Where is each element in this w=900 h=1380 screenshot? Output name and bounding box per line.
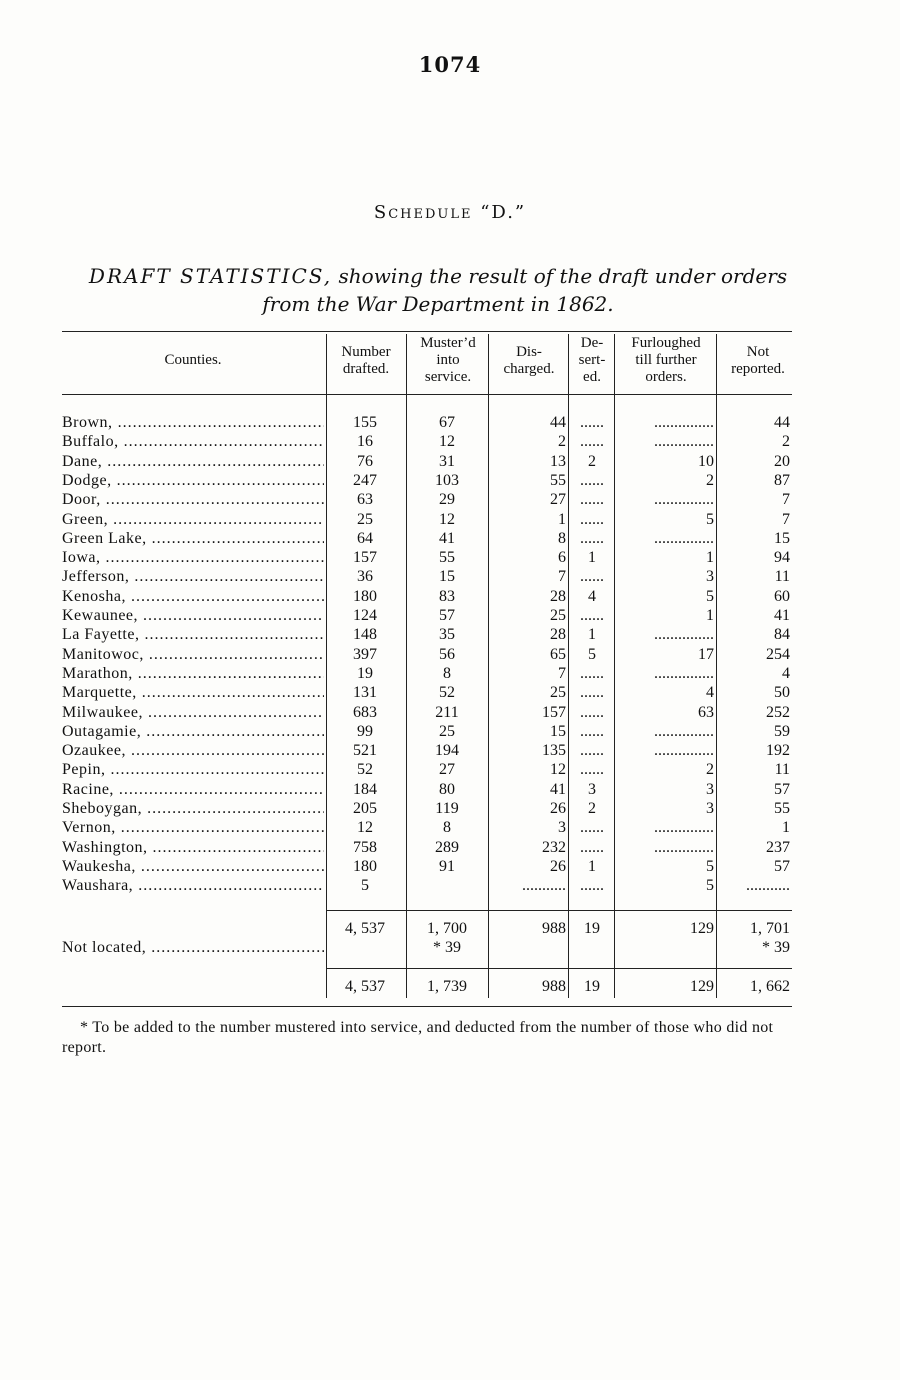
cell-not-reported: 57 <box>774 857 790 875</box>
cell-discharged: 2 <box>558 433 566 451</box>
table-row <box>62 838 792 857</box>
cell-furloughed: 5 <box>706 857 714 875</box>
cell-deserted: 5 <box>588 645 596 663</box>
cell-drafted: 63 <box>357 491 373 509</box>
table-row <box>62 703 792 722</box>
header-furloughed-line1: Furloughed <box>631 335 701 351</box>
table-row <box>62 490 792 509</box>
cell-not-reported: 254 <box>766 645 790 663</box>
table-row <box>62 567 792 586</box>
cell-discharged: 65 <box>550 645 566 663</box>
county-name: Iowa, ..... <box>62 548 324 567</box>
total-rule <box>326 968 792 969</box>
cell-mustered: 67 <box>439 414 455 431</box>
county-name: Milwaukee, ..... <box>62 703 324 722</box>
cell-discharged: 1 <box>558 510 566 528</box>
cell-not-reported: 1 <box>782 819 790 837</box>
table-row <box>62 876 792 895</box>
cell-discharged: 25 <box>550 684 566 702</box>
title-rest: showing the result of the draft under orders from the War Department in 1862. <box>262 264 788 316</box>
cell-mustered: 12 <box>439 433 455 451</box>
cell-mustered: 29 <box>439 491 455 509</box>
cell-mustered: 27 <box>439 761 455 779</box>
cell-drafted: 758 <box>353 838 377 856</box>
header-discharged-line2: charged. <box>503 361 555 377</box>
table-row <box>62 799 792 818</box>
cell-mustered: 194 <box>435 742 459 760</box>
cell-not-reported: 44 <box>774 414 790 431</box>
table-row <box>62 645 792 664</box>
cell-mustered: 57 <box>439 607 455 624</box>
cell-furloughed: ............... <box>654 529 714 547</box>
title-caps: DRAFT STATISTICS, <box>88 264 333 288</box>
county-name: Door, ..... <box>62 490 324 509</box>
cell-deserted: ...... <box>580 607 604 624</box>
cell-mustered: 83 <box>439 587 455 605</box>
cell-drafted: 64 <box>357 529 373 547</box>
cell-discharged: 15 <box>550 722 566 740</box>
cell-mustered: 35 <box>439 626 455 644</box>
cell-furloughed: 2 <box>706 761 714 779</box>
cell-drafted: 16 <box>357 433 373 451</box>
cell-drafted: 157 <box>353 549 377 567</box>
cell-deserted: 2 <box>588 452 596 470</box>
cell-furloughed: 3 <box>706 780 714 798</box>
cell-furloughed: ............... <box>654 433 714 451</box>
cell-drafted: 521 <box>353 742 377 760</box>
table-row <box>62 625 792 644</box>
cell-drafted: 148 <box>353 626 377 644</box>
header-drafted-line2: drafted. <box>342 361 390 377</box>
county-name: Marquette, ..... <box>62 683 324 702</box>
cell-furloughed: 17 <box>698 645 714 663</box>
header-furloughed <box>616 335 716 386</box>
cell-furloughed: ............... <box>654 491 714 509</box>
county-name: Buffalo, ..... <box>62 432 324 451</box>
cell-not-reported: 55 <box>774 800 790 817</box>
county-name: Pepin, ..... <box>62 760 324 779</box>
cell-mustered: 12 <box>439 510 455 528</box>
cell-deserted: ...... <box>580 664 604 682</box>
table-row <box>62 683 792 702</box>
cell-discharged: 6 <box>558 549 566 567</box>
cell-mustered: 80 <box>439 780 455 798</box>
cell-mustered: 289 <box>435 838 459 856</box>
header-deserted-line2: sert- <box>578 352 606 368</box>
cell-discharged: 157 <box>542 703 566 721</box>
cell-drafted: 180 <box>353 857 377 875</box>
county-name: Waukesha, ..... <box>62 857 324 876</box>
cell-not-reported: 94 <box>774 549 790 567</box>
cell-not-reported: 84 <box>774 626 790 644</box>
subtotal-rule <box>326 910 792 911</box>
table-top-rule <box>62 331 792 332</box>
document-title <box>62 262 814 318</box>
cell-drafted: 184 <box>353 780 377 798</box>
header-mustered-line3: service. <box>424 369 472 385</box>
table-row <box>62 432 792 451</box>
cell-mustered: 41 <box>439 529 455 547</box>
header-counties-label: Counties. <box>164 352 222 368</box>
cell-deserted: 2 <box>588 800 596 817</box>
table-row <box>62 760 792 779</box>
cell-furloughed: 1 <box>706 607 714 624</box>
table-row <box>62 471 792 490</box>
subtotal-drafted: 4, 537 <box>345 920 385 937</box>
cell-not-reported: 7 <box>782 510 790 528</box>
cell-discharged: 3 <box>558 819 566 837</box>
county-name: Ozaukee, ..... <box>62 741 324 760</box>
cell-not-reported: 237 <box>766 838 790 856</box>
cell-mustered: 52 <box>439 684 455 702</box>
header-deserted-line3: ed. <box>583 369 601 385</box>
not-located-label: Not located, ..... <box>62 938 324 957</box>
county-name: Sheboygan, ..... <box>62 799 324 818</box>
county-name: Waushara, ..... <box>62 876 324 895</box>
table-row <box>62 722 792 741</box>
cell-deserted: 1 <box>588 626 596 644</box>
cell-mustered: 91 <box>439 857 455 875</box>
total-mustered: 1, 739 <box>427 978 467 995</box>
header-bottom-rule <box>62 394 792 395</box>
cell-discharged: 7 <box>558 568 566 586</box>
not-located-mustered: * 39 <box>433 939 461 956</box>
header-mustered-line2: into <box>436 352 460 368</box>
cell-furloughed: ............... <box>654 626 714 644</box>
footnote: * To be added to the number mustered into service, and deducted from the number of those who did not report. <box>62 1019 774 1056</box>
cell-deserted: ...... <box>580 684 604 702</box>
cell-drafted: 52 <box>357 761 373 779</box>
cell-discharged: 13 <box>550 452 566 470</box>
header-discharged-line1: Dis- <box>516 344 542 360</box>
table-bottom-rule <box>62 1006 792 1007</box>
cell-not-reported: 252 <box>766 703 790 721</box>
header-furloughed-line2: till further <box>635 352 697 368</box>
header-deserted <box>570 335 614 386</box>
table-row <box>62 664 792 683</box>
cell-drafted: 180 <box>353 587 377 605</box>
county-name: Brown, ..... <box>62 413 324 432</box>
cell-mustered: 55 <box>439 549 455 567</box>
cell-not-reported: 59 <box>774 722 790 740</box>
cell-furloughed: 5 <box>706 510 714 528</box>
county-name: Green Lake, ..... <box>62 529 324 548</box>
cell-not-reported: ........... <box>746 877 790 895</box>
cell-deserted: ...... <box>580 877 604 895</box>
cell-deserted: ...... <box>580 819 604 837</box>
cell-furloughed: 1 <box>706 549 714 567</box>
cell-deserted: ...... <box>580 742 604 760</box>
cell-not-reported: 87 <box>774 471 790 489</box>
cell-deserted: 1 <box>588 857 596 875</box>
table-row <box>62 529 792 548</box>
header-mustered <box>408 335 488 386</box>
subtotal-discharged: 988 <box>542 920 566 937</box>
header-not-reported-line2: reported. <box>731 361 785 377</box>
cell-discharged: 12 <box>550 761 566 779</box>
cell-discharged: 44 <box>550 414 566 431</box>
table-row <box>62 857 792 876</box>
cell-deserted: 3 <box>588 780 596 798</box>
cell-drafted: 5 <box>361 877 369 895</box>
cell-furloughed: ............... <box>654 722 714 740</box>
cell-deserted: ...... <box>580 510 604 528</box>
cell-discharged: 135 <box>542 742 566 760</box>
cell-not-reported: 11 <box>774 568 790 586</box>
cell-furloughed: 5 <box>706 587 714 605</box>
cell-not-reported: 60 <box>774 587 790 605</box>
total-discharged: 988 <box>542 978 566 995</box>
cell-not-reported: 15 <box>774 529 790 547</box>
cell-not-reported: 57 <box>774 780 790 798</box>
county-name: Jefferson, ..... <box>62 567 324 586</box>
cell-discharged: 26 <box>550 800 566 817</box>
table-row <box>62 818 792 837</box>
cell-mustered: 119 <box>435 800 459 817</box>
total-row <box>62 977 792 996</box>
cell-deserted: ...... <box>580 568 604 586</box>
cell-deserted: ...... <box>580 838 604 856</box>
cell-not-reported: 50 <box>774 684 790 702</box>
cell-drafted: 12 <box>357 819 373 837</box>
header-discharged <box>490 344 568 378</box>
cell-mustered: 25 <box>439 722 455 740</box>
subtotal-furloughed: 129 <box>690 920 714 937</box>
cell-drafted: 205 <box>353 800 377 817</box>
cell-drafted: 397 <box>353 645 377 663</box>
cell-not-reported: 41 <box>774 607 790 624</box>
cell-mustered: 211 <box>435 703 459 721</box>
header-not-reported <box>718 344 798 378</box>
table-row <box>62 780 792 799</box>
cell-furloughed: ............... <box>654 819 714 837</box>
table-row <box>62 413 792 432</box>
cell-not-reported: 20 <box>774 452 790 470</box>
cell-deserted: ...... <box>580 471 604 489</box>
header-counties <box>62 352 324 369</box>
cell-drafted: 124 <box>353 607 377 624</box>
county-name: Washington, ..... <box>62 838 324 857</box>
cell-not-reported: 4 <box>782 664 790 682</box>
cell-not-reported: 192 <box>766 742 790 760</box>
cell-drafted: 19 <box>357 664 373 682</box>
table-row <box>62 606 792 625</box>
subtotal-mustered: 1, 700 <box>427 920 467 937</box>
cell-deserted: ...... <box>580 433 604 451</box>
cell-deserted: ...... <box>580 703 604 721</box>
page-number: 1074 <box>418 52 482 77</box>
cell-furloughed: 3 <box>706 568 714 586</box>
total-deserted: 19 <box>584 978 600 995</box>
cell-deserted: ...... <box>580 414 604 431</box>
cell-furloughed: 4 <box>706 684 714 702</box>
county-name: Manitowoc, ..... <box>62 645 324 664</box>
county-name: Dodge, ..... <box>62 471 324 490</box>
cell-drafted: 247 <box>353 471 377 489</box>
cell-discharged: ........... <box>522 877 566 895</box>
cell-deserted: ...... <box>580 491 604 509</box>
header-deserted-line1: De- <box>580 335 604 351</box>
cell-discharged: 28 <box>550 626 566 644</box>
cell-drafted: 131 <box>353 684 377 702</box>
cell-drafted: 36 <box>357 568 373 586</box>
county-name: Vernon, ..... <box>62 818 324 837</box>
table-row <box>62 452 792 471</box>
cell-discharged: 41 <box>550 780 566 798</box>
cell-mustered: 8 <box>443 664 451 682</box>
schedule-title: Schedule “D.” <box>373 202 527 223</box>
header-mustered-line1: Muster’d <box>420 335 476 351</box>
total-drafted: 4, 537 <box>345 978 385 995</box>
cell-deserted: ...... <box>580 722 604 740</box>
county-name: Racine, ..... <box>62 780 324 799</box>
cell-discharged: 7 <box>558 664 566 682</box>
cell-mustered: 31 <box>439 452 455 470</box>
cell-mustered: 15 <box>439 568 455 586</box>
cell-furloughed: 2 <box>706 471 714 489</box>
cell-furloughed: 3 <box>706 800 714 817</box>
table-row <box>62 741 792 760</box>
table-row <box>62 587 792 606</box>
cell-discharged: 55 <box>550 471 566 489</box>
county-name: Kenosha, ..... <box>62 587 324 606</box>
county-name: La Fayette, ..... <box>62 625 324 644</box>
county-name: Dane, ..... <box>62 452 324 471</box>
cell-drafted: 25 <box>357 510 373 528</box>
subtotal-not-reported: 1, 701 <box>750 920 790 937</box>
total-not-reported: 1, 662 <box>750 978 790 995</box>
cell-deserted: ...... <box>580 529 604 547</box>
table-row <box>62 548 792 567</box>
cell-deserted: 4 <box>588 587 596 605</box>
header-drafted-line1: Number <box>341 344 391 360</box>
not-located-not-reported: * 39 <box>762 939 790 956</box>
cell-discharged: 232 <box>542 838 566 856</box>
cell-mustered: 8 <box>443 819 451 837</box>
cell-drafted: 99 <box>357 722 373 740</box>
cell-furloughed: 63 <box>698 703 714 721</box>
cell-furloughed: ............... <box>654 414 714 431</box>
cell-drafted: 76 <box>357 452 373 470</box>
cell-discharged: 28 <box>550 587 566 605</box>
header-furloughed-line3: orders. <box>645 369 687 385</box>
cell-discharged: 27 <box>550 491 566 509</box>
cell-furloughed: ............... <box>654 664 714 682</box>
county-name: Outagamie, ..... <box>62 722 324 741</box>
cell-drafted: 683 <box>353 703 377 721</box>
cell-discharged: 8 <box>558 529 566 547</box>
county-name: Marathon, ..... <box>62 664 324 683</box>
county-name: Green, ..... <box>62 510 324 529</box>
subtotal-row <box>62 919 792 938</box>
subtotal-deserted: 19 <box>584 920 600 937</box>
cell-deserted: 1 <box>588 549 596 567</box>
cell-not-reported: 11 <box>774 761 790 779</box>
cell-deserted: ...... <box>580 761 604 779</box>
cell-not-reported: 7 <box>782 491 790 509</box>
cell-furloughed: 5 <box>706 877 714 895</box>
header-not-reported-line1: Not <box>746 344 770 360</box>
table-row <box>62 510 792 529</box>
cell-mustered <box>408 876 486 895</box>
cell-discharged: 26 <box>550 857 566 875</box>
county-name: Kewaunee, ..... <box>62 606 324 625</box>
cell-drafted: 155 <box>353 414 377 431</box>
cell-discharged: 25 <box>550 607 566 624</box>
total-furloughed: 129 <box>690 978 714 995</box>
cell-not-reported: 2 <box>782 433 790 451</box>
header-drafted <box>328 344 404 378</box>
cell-furloughed: ............... <box>654 838 714 856</box>
cell-mustered: 103 <box>435 471 459 489</box>
cell-furloughed: ............... <box>654 742 714 760</box>
not-located-row <box>62 938 792 957</box>
cell-mustered: 56 <box>439 645 455 663</box>
cell-furloughed: 10 <box>698 452 714 470</box>
